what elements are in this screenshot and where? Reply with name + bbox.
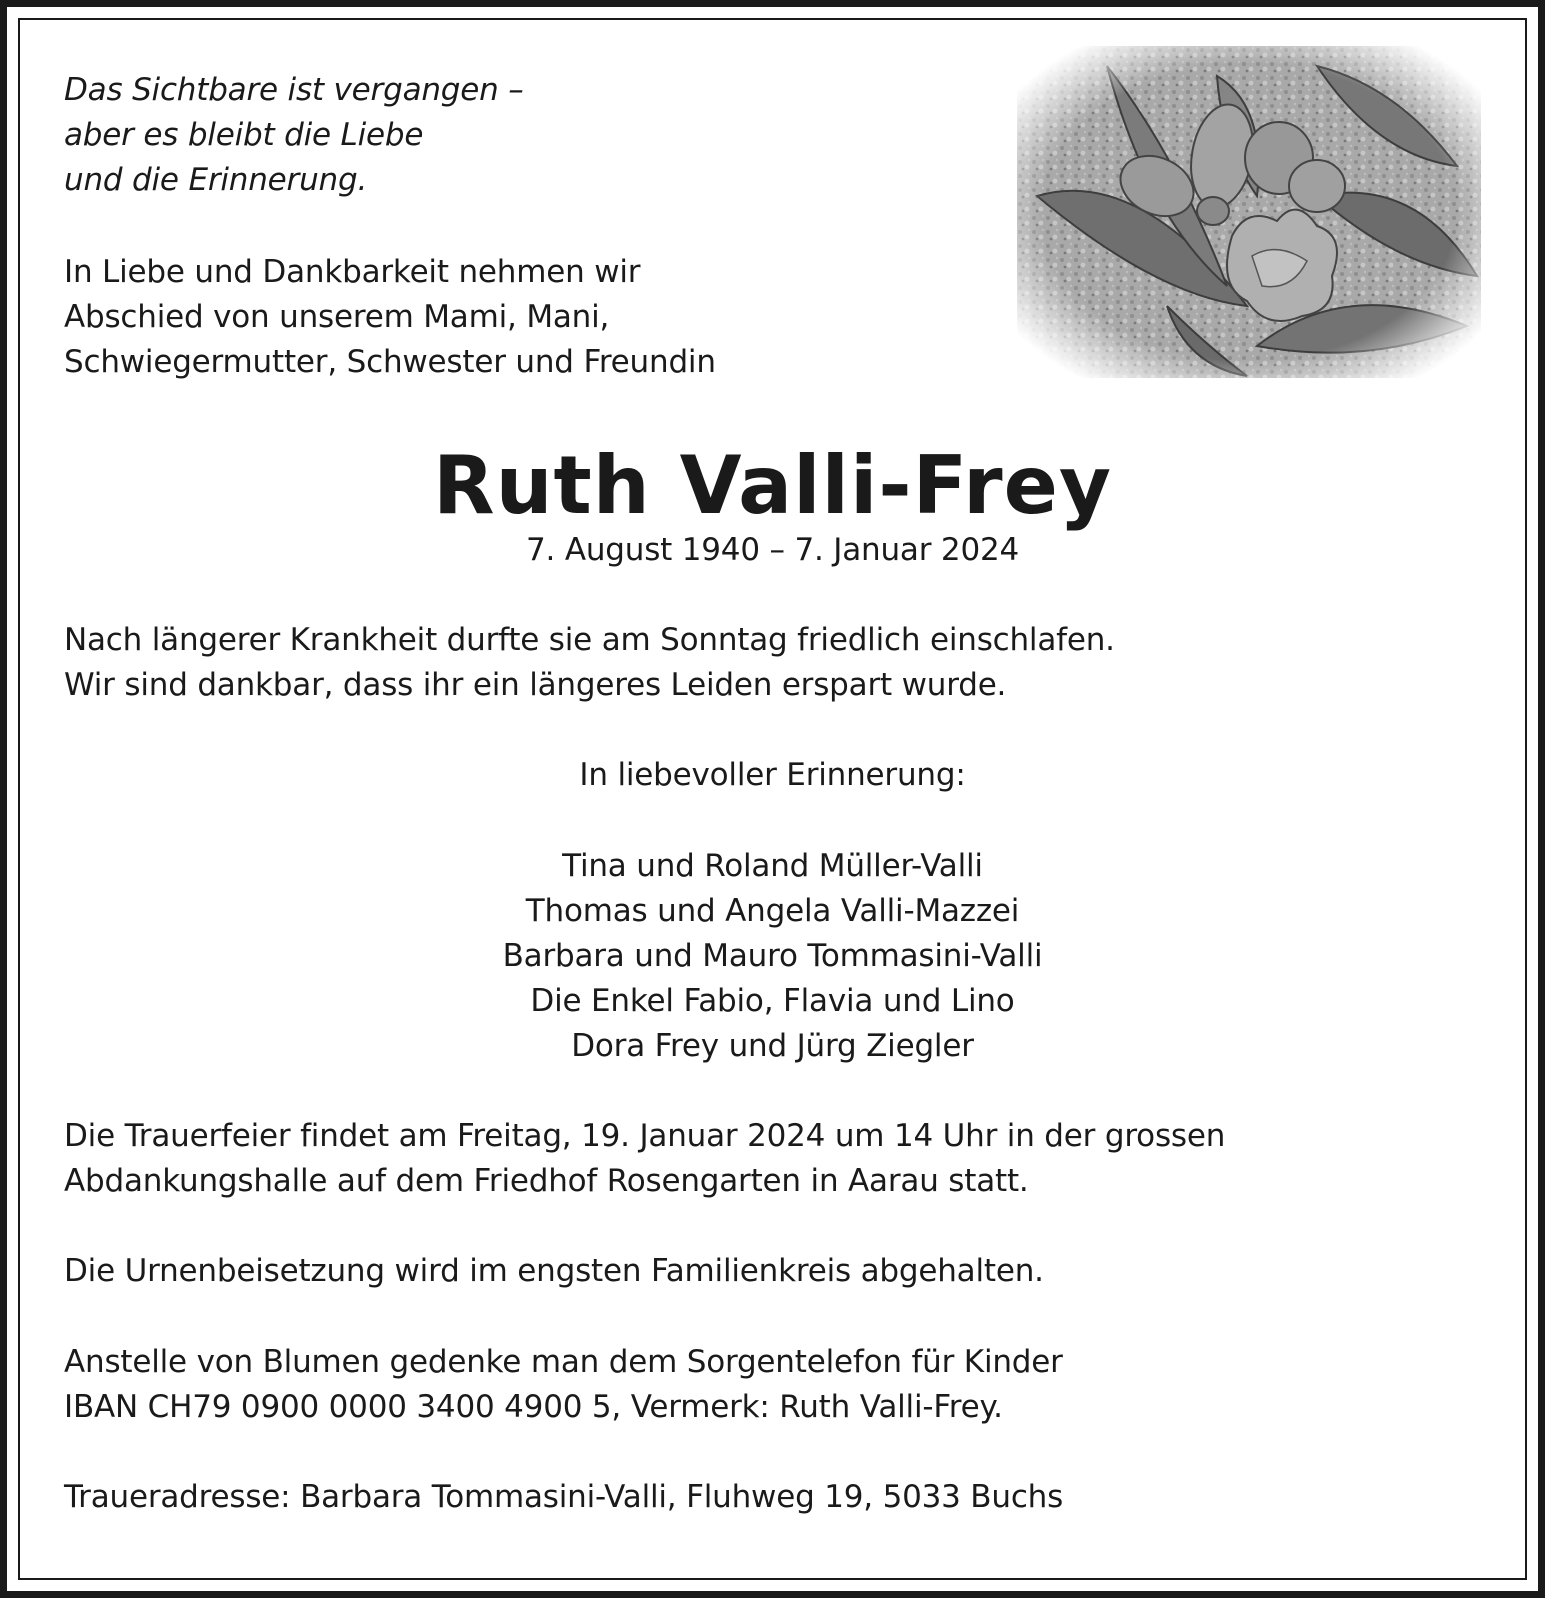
mourning-address: Traueradresse: Barbara Tommasini-Valli, Fluhweg 19, 5033 Buchs (64, 1479, 1064, 1515)
mourner-line: Thomas und Angela Valli-Mazzei (525, 893, 1020, 929)
intro-line-1: In Liebe und Dankbarkeit nehmen wir (64, 254, 641, 290)
remembrance-heading: In liebevoller Erinnerung: (579, 757, 966, 793)
mourner-line: Die Enkel Fabio, Flavia und Lino (530, 983, 1015, 1019)
message-line-2: Wir sind dankbar, dass ihr ein längeres Leiden erspart wurde. (64, 667, 1007, 703)
donation-line-2: IBAN CH79 0900 0000 3400 4900 5, Vermerk: Ruth Valli-Frey. (64, 1389, 1003, 1425)
motto-line-3: und die Erinnerung. (64, 162, 368, 198)
intro-line-2: Abschied von unserem Mami, Mani, (64, 299, 610, 335)
ceremony-line-1: Die Trauerfeier findet am Freitag, 19. Januar 2024 um 14 Uhr in der grossen (64, 1118, 1226, 1154)
donation-line-1: Anstelle von Blumen gedenke man dem Sorgentelefon für Kinder (64, 1344, 1063, 1380)
mourner-line: Dora Frey und Jürg Ziegler (571, 1028, 974, 1064)
flower-photo (1017, 46, 1481, 378)
intro-line-3: Schwiegermutter, Schwester und Freundin (64, 344, 716, 380)
mourner-line: Barbara und Mauro Tommasini-Valli (502, 938, 1043, 974)
message-line-1: Nach längerer Krankheit durfte sie am Sonntag friedlich einschlafen. (64, 622, 1115, 658)
motto-line-1: Das Sichtbare ist vergangen – (64, 72, 524, 108)
burial-line: Die Urnenbeisetzung wird im engsten Familienkreis abgehalten. (64, 1253, 1044, 1289)
motto-line-2: aber es bleibt die Liebe (64, 117, 424, 153)
life-dates: 7. August 1940 – 7. Januar 2024 (525, 532, 1020, 568)
ceremony-line-2: Abdankungshalle auf dem Friedhof Rosengarten in Aarau statt. (64, 1163, 1029, 1199)
tulip-flowers-image (1017, 46, 1481, 378)
deceased-name: Ruth Valli-Frey (433, 439, 1112, 532)
mourner-line: Tina und Roland Müller-Valli (562, 848, 983, 884)
